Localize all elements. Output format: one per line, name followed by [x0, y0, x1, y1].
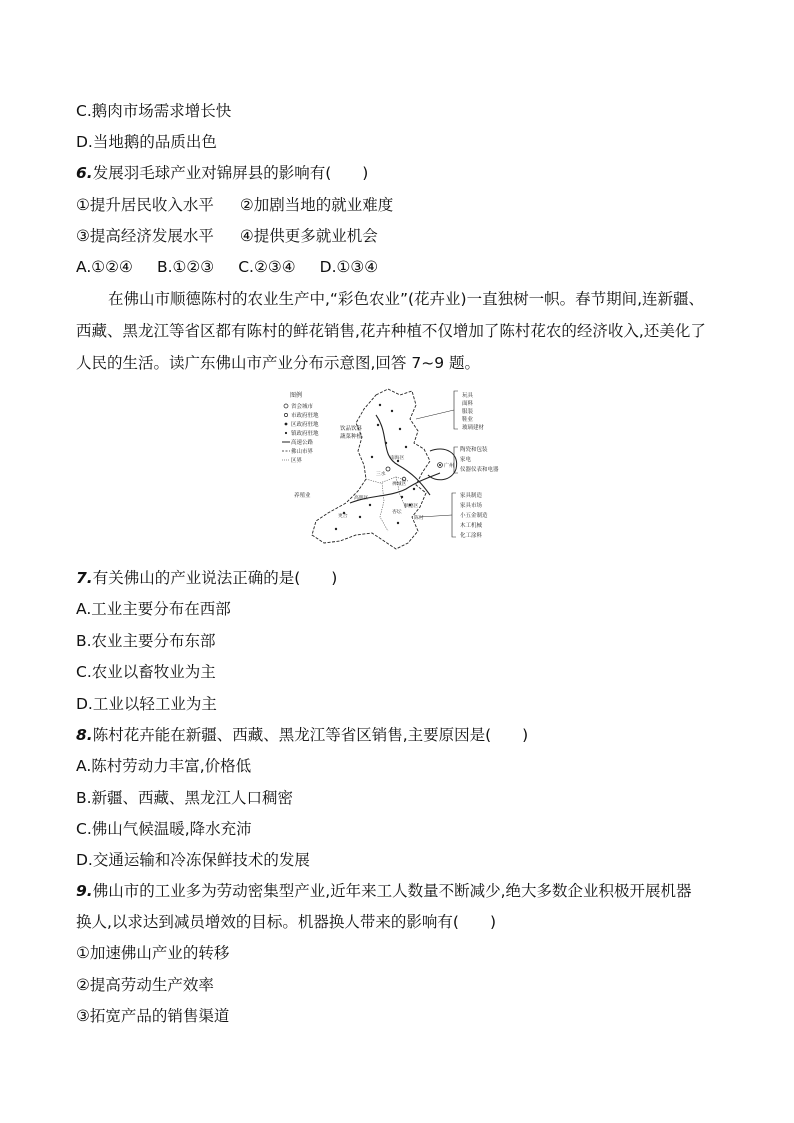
q7-stem-text: 有关佛山的产业说法正确的是( ): [92, 569, 338, 587]
label-vegetable: 蔬菜种植: [340, 434, 363, 440]
label-furniture-market: 家具市场: [460, 503, 483, 509]
legend-item: 镇政府驻地: [291, 431, 319, 437]
q7-option-c: C.农业以畜牧业为主: [76, 663, 216, 681]
q6-items-row1: [76, 194, 393, 216]
label-breeding: 养殖业: [294, 493, 311, 499]
foshan-industry-map: [280, 385, 526, 553]
q6-option-c: C.②③④: [238, 258, 296, 276]
place-chencun: 陈村: [414, 516, 424, 521]
place-guangzhou: 广州: [444, 463, 455, 469]
q8-option-c: C.佛山气候温暖,降水充沛: [76, 820, 252, 838]
q9-item-2: ②提高劳动生产效率: [76, 976, 214, 994]
legend-item: 高速公路: [291, 440, 314, 446]
place-sanshui: 三水: [376, 472, 386, 477]
place-shunde: 顺德区: [404, 504, 419, 509]
q8-option-b: B.新疆、西藏、黑龙江人口稠密: [76, 789, 294, 807]
q6-items-row2: [76, 225, 378, 247]
q5-option-c: C.鹅肉市场需求增长快: [76, 102, 232, 120]
label-ceramics: 陶瓷和包装: [460, 447, 488, 453]
legend-item: 佛山市界: [291, 449, 314, 455]
q6-options: [76, 256, 402, 278]
legend-item: 区界: [291, 458, 303, 464]
q7-number: 7.: [76, 569, 93, 587]
q9-stem-text-1: 佛山市的工业多为劳动密集型产业,近年来工人数量不断减少,绝大多数企业积极开展机器: [92, 882, 692, 900]
q6-item-2: ②加剧当地的就业难度: [239, 196, 394, 214]
label-coatings: 化工涂料: [460, 533, 483, 539]
label-appliances: 家电: [460, 457, 472, 463]
passage-line-1: 在佛山市顺德陈村的农业生产中,“彩色农业”(花卉业)一直独树一帜。春节期间,连新疆、: [108, 290, 705, 308]
legend-item: 省会城市: [291, 404, 314, 410]
q9-stem: [76, 880, 692, 902]
q6-stem: [76, 162, 368, 184]
q9-number: 9.: [76, 882, 93, 900]
place-gaohe: 更合: [338, 514, 348, 519]
place-gaoming: 高明区: [354, 496, 369, 501]
q8-stem-text: 陈村花卉能在新疆、西藏、黑龙江等省区销售,主要原因是( ): [92, 726, 529, 744]
q6-option-b: B.①②③: [156, 258, 215, 276]
q7-option-b: B.农业主要分布东部: [76, 632, 216, 650]
q7-stem: [76, 567, 337, 589]
q9-stem-text-2: 换人,以求达到减员增效的目标。机器换人带来的影响有( ): [76, 913, 497, 931]
q6-option-a: A.①②④: [76, 258, 133, 276]
q6-option-d: D.①③④: [319, 258, 379, 276]
label-glass: 玻璃建材: [462, 425, 485, 431]
q6-item-4: ④提供更多就业机会: [239, 227, 378, 245]
place-nanhai: 南海区: [390, 456, 405, 461]
foshan-boundary: [312, 389, 430, 549]
map-legend: [282, 391, 319, 464]
passage-line-2: 西藏、黑龙江等省区都有陈村的鲜花销售,花卉种植不仅增加了陈村花农的经济收入,还美化了: [76, 322, 706, 340]
place-hengli: 杏坛: [392, 510, 402, 515]
q6-item-1: ①提升居民收入水平: [76, 196, 214, 214]
q8-number: 8.: [76, 726, 93, 744]
map-dots: [335, 404, 415, 530]
q6-item-3: ③提高经济发展水平: [76, 227, 214, 245]
legend-title: 图例: [290, 392, 303, 399]
legend-item: 区政府驻地: [291, 422, 319, 428]
q5-option-d: D.当地鹅的品质出色: [76, 133, 217, 151]
q8-option-d: D.交通运输和冷冻保鲜技术的发展: [76, 851, 310, 869]
q9-item-3: ③拓宽产品的销售渠道: [76, 1007, 230, 1025]
label-hardware: 小五金制造: [460, 513, 488, 519]
label-furniture-mfg: 家具制造: [460, 493, 483, 499]
q7-option-d: D.工业以轻工业为主: [76, 695, 217, 713]
q6-stem-text: 发展羽毛球产业对锦屏县的影响有( ): [92, 164, 369, 182]
label-woodworking: 木工机械: [460, 523, 483, 529]
legend-item: 市政府驻地: [291, 413, 319, 419]
passage-line-3: 人民的生活。读广东佛山市产业分布示意图,回答 7~9 题。: [76, 354, 480, 372]
q8-stem: [76, 724, 528, 746]
label-beverage: 饮品饮料: [340, 426, 363, 432]
q7-option-a: A.工业主要分布在西部: [76, 600, 231, 618]
label-toys: 玩具: [462, 393, 474, 399]
q6-number: 6.: [76, 164, 93, 182]
label-instruments: 仪器仪表和电器: [460, 467, 499, 473]
place-chancheng: 禅城区: [392, 482, 407, 487]
label-shoes: 鞋业: [462, 417, 474, 423]
q8-option-a: A.陈村劳动力丰富,价格低: [76, 757, 252, 775]
label-clothing: 服装: [462, 409, 474, 415]
q9-item-1: ①加速佛山产业的转移: [76, 944, 230, 962]
label-fabric: 面料: [462, 401, 474, 407]
